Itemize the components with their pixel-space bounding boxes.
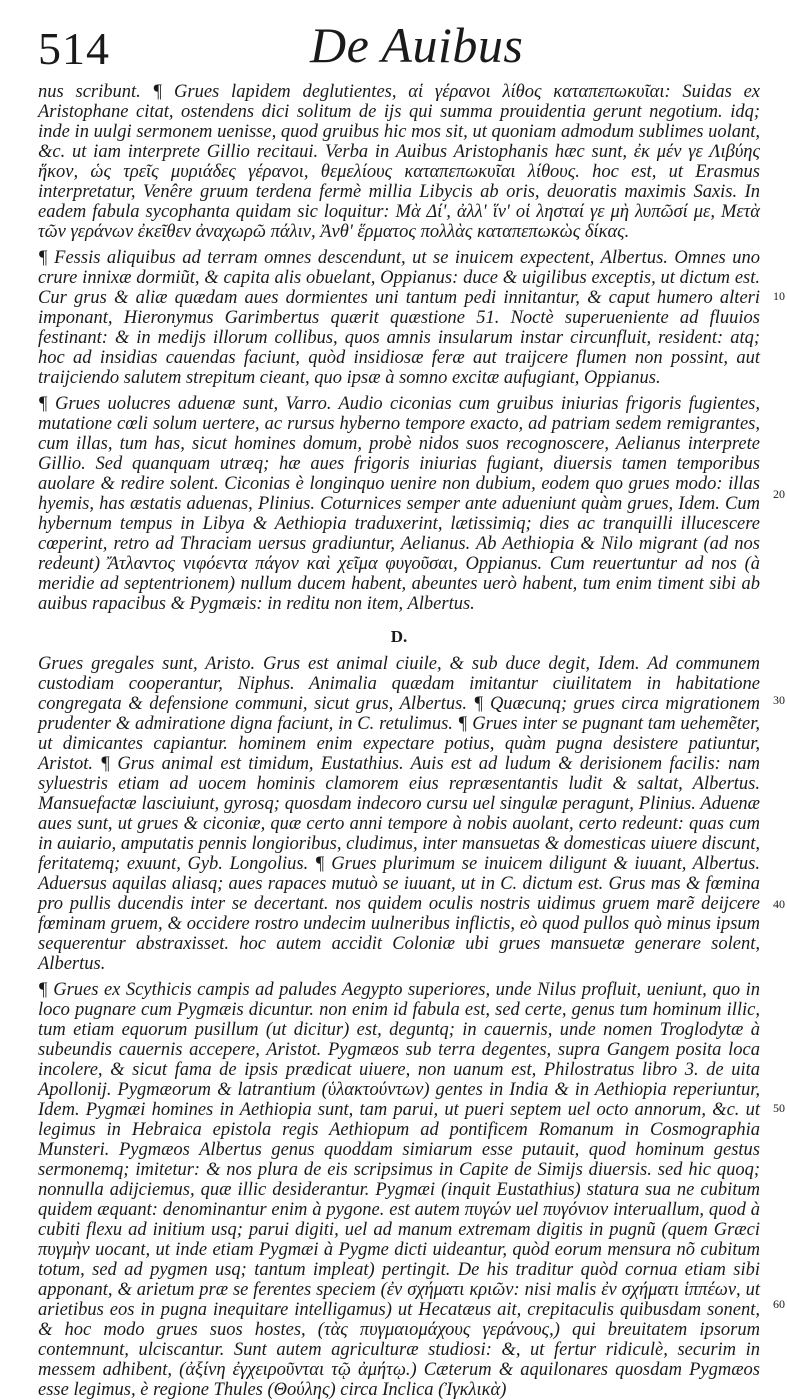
paragraph-aduenae: ¶ Grues uolucres aduenæ sunt, Varro. Audio ciconias cum gruibus iniurias frigoris fugientes, mutatione cœli solum uertere, ac rursus hyberno tempore exacto, ad patriam sedem remigrantes, cum illas, tum has, sicut homines domum, probè nidos suos recognoscere, Aelianus interprete Gillio. Sed quanquam utræq; hæ aues frigoris iniurias fugiant, diuersis tamen temporibus auolare & redire solent. Ciconias è longinquo uenire non dubium, eodem quo grues modo: illas hyemis, has æstatis aduenas, Plinius. Coturnices semper ante adueniunt quàm grues, Idem. Cum hybernum tempus in Libya & Aethiopia traduxerint, lætissimiq; dies ac tranquilli illucescere cœperint, retro ad Thraciam uersus gradiuntur, Aelianus. Ab Aethiopia & Nilo migrant (ad nos redeunt) Ἄτλαντος νιφόεντα πάγον καὶ χεῖμα φυγοῦσαι, Oppianus. Cum reuertuntur ad nos (à meridie ad septentrionem) nullum ducem habent, abeuntes uerò habent, tum enim timent sibi ab auibus rapacibus & Pygmæis: in reditu non item, Albertus. [38,394,760,614]
margin-number: 40 [773,897,785,911]
body-text [38,82,761,1400]
page-number: 514 [38,23,110,74]
paragraph-pygmaei: ¶ Grues ex Scythicis campis ad paludes Aegypto superiores, unde Nilus profluit, ueniunt, quo in loco pugnare cum Pygmæis dicuntur. non enim id fabula est, sed certe, genus tum hominum illic, tum etiam equorum pusillum (ut dicitur) est, deguntq; in cauernis, unde nomen Troglodytæ à subeundis cauernis accepere, Aristot. Pygmæos sub terra degentes, supra Gangem posita loca incolere, & sicut fama de ipsis prædicat uiuere, non uanum est, Philostratus libro 3. de uita Apollonij. Pygmæorum & latrantium (ὑλακτούντων) gentes in India & in Aethiopia reperiuntur, Idem. Pygmæi homines in Aethiopia sunt, tam parui, ut pueri septem uel octo annorum, &c. ut legimus in Hebraica epistola regis Aethiopum ad pontificem Romanum in Cosmographia Munsteri. Pygmæos Albertus genus quoddam simiarum esse putauit, quod hominum gestus sermonemq; imitetur: & nos plura de eis scripsimus in Capite de Simijs diuersis. sed hic quoq; nonnulla adijciemus, quæ illic desiderantur. Pygmæi (inquit Eustathius) statura sua ne cubitum quidem æquant: denominantur enim à pygone. est autem πυγών uel πυγόνιον interuallum, quod à cubiti flexu ad initium usq; parui digiti, uel ad manum extremam digitis in pugnũ (quem Græci πυγμὴν uocant, ut inde etiam Pygmæi à Pygme dicti uideantur, quòd eorum mensura nõ cubitum totum, sed ad pygmen usq; tantum impleat) pertingit. De his traditur quòd cornua etiam sibi apponant, & arietum præ se ferentes speciem (ἐν σχήματι κριῶν: nisi malis ἐν σχήματι ἱππέων, ut arietibus eos in pugna inequitare intelligamus) ut Hecatæus ait, crepitaculis quibusdam sonent, & hoc modo grues suos hostes, (τὰς πυγμαιομάχους γεράνους,) qui breuitatem ipsorum contemnunt, ulciscantur. Sunt autem agriculturæ studiosi: &, ut fertur ridiculè, securim in messem adhibent, (ἀξίνη ἐγχειροῦνται τῷ ἀμήτῳ.) Cæterum & aquilonares quosdam Pygmæos esse legimus, è regione Thules (Θούλης) circa Inclica (Ἰγκλικὰ) [38,980,761,1400]
paragraph-gregales: Grues gregales sunt, Aristo. Grus est animal ciuile, & sub duce degit, Idem. Ad communem custodiam cooperantur, Niphus. Animalia quædam imitantur ciuilitatem in habitatione congregata & defensione communi, sicut grus, Albertus. ¶ Quæcunq; grues circa migrationem prudenter & admiratione digna faciunt, in C. retulimus. ¶ Grues inter se pugnant tam uehemẽter, ut dimicantes capiantur. hominem enim expectare potius, quàm pugna desistere patiuntur, Aristot. ¶ Grus animal est timidum, Eustathius. Auis est ad ludum & derisionem facilis: nam syluestris etiam ad uocem hominis clamorem eius repræsentantis ludit & saltat, Albertus. Mansuefactæ lasciuiunt, gyrosq; quosdam indecoro cursu uel singulæ peragunt, Plinius. Aduenæ aues sunt, ut grues & ciconiæ, quæ certo anni tempore à nobis auolant, certo redeunt: quas cum in auiario, amputatis pennis longioribus, cludimus, inter mansuetas & domesticas uiuere discunt, feritatemq; exuunt, Gyb. Longolius. ¶ Grues plurimum se inuicem diligunt & iuuant, Albertus. Aduersus aquilas aliasq; aues rapaces mutuò se iuuant, ut in C. dictum est. Grus mas & fœmina pro pullis ducendis inter se decertant. nos quidem oculis nostris uidimus gruem marẽ deijcere fœminam gruem, & occidere rostro undecim uulneribus inflictis, eò quod pullos quò minus ipsum sequerentur abstraxisset. hoc autem accidit Coloniæ ubi grues mansuetæ generare solent, Albertus. [38,654,760,974]
margin-number: 50 [773,1101,785,1115]
paragraph-fessis: ¶ Fessis aliquibus ad terram omnes descendunt, ut se inuicem expectent, Albertus. Omnes uno crure innixæ dormiũt, & capita alis obuelant, Oppianus: duce & uigilibus exceptis, ut dictum est. Cur grus & aliæ quædam aues dormientes uni tantum pedi innitantur, & caput humero alteri imponant, Hieronymus Garimbertus quærit quæstione 51. Noctè superueniente ad fluuios festinant: & in medijs illorum collibus, quos amnis insularum instar circunfluit, resident: atq; hoc ad insidias cauendas faciunt, quòd insidiosæ feræ aut traijcere flumen non possint, aut traijciendo salutem strepitum cieant, quo ipsæ à somno excitæ aufugiant, Oppianus. [38,248,760,388]
page-header [38,17,758,78]
section-letter: D. [390,627,408,646]
running-head: De Auibus [310,17,524,73]
paragraph-gruum-lapides: nus scribunt. ¶ Grues lapidem deglutientes, αἱ γέρανοι λίθος καταπεπωκυῖαι: Suidas ex Aristophane citat, ostendens dici solitum de ijs qui summa prouidentia gerunt negotium. idq; inde in uulgi sermonem uenisse, quod gruibus hic mos sit, ut quoniam admodum sublimes uolant, &c. ut iam interprete Gillio recitaui. Verba in Auibus Aristophanis hæc sunt, ἐκ μέν γε Λιβύης ἥκον, ὡς τρεῖς μυριάδες γέρανοι, θεμελίους καταπεπωκυῖαι λίθους. hoc est, ut Erasmus interpretatur, Venêre gruum terdena fermè millia Libycis ab oris, deuoratis maximis Saxis. In eadem fabula sycophanta quidam sic loquitur: Μὰ Δί', ἀλλ' ἵν' οἱ λησταί γε μὴ λυπῶσί με, Μετὰ τῶν γεράνων ἐκεῖθεν ἀναχωρῶ πάλιν, Ἀνθ' ἕρματος πολλὰς καταπεπωκὼς δίκας. [38,82,760,242]
margin-number: 60 [773,1297,785,1311]
margin-number: 30 [773,693,785,707]
margin-line-numbers [761,0,785,1384]
margin-number: 20 [773,487,785,501]
margin-number: 10 [773,289,785,303]
